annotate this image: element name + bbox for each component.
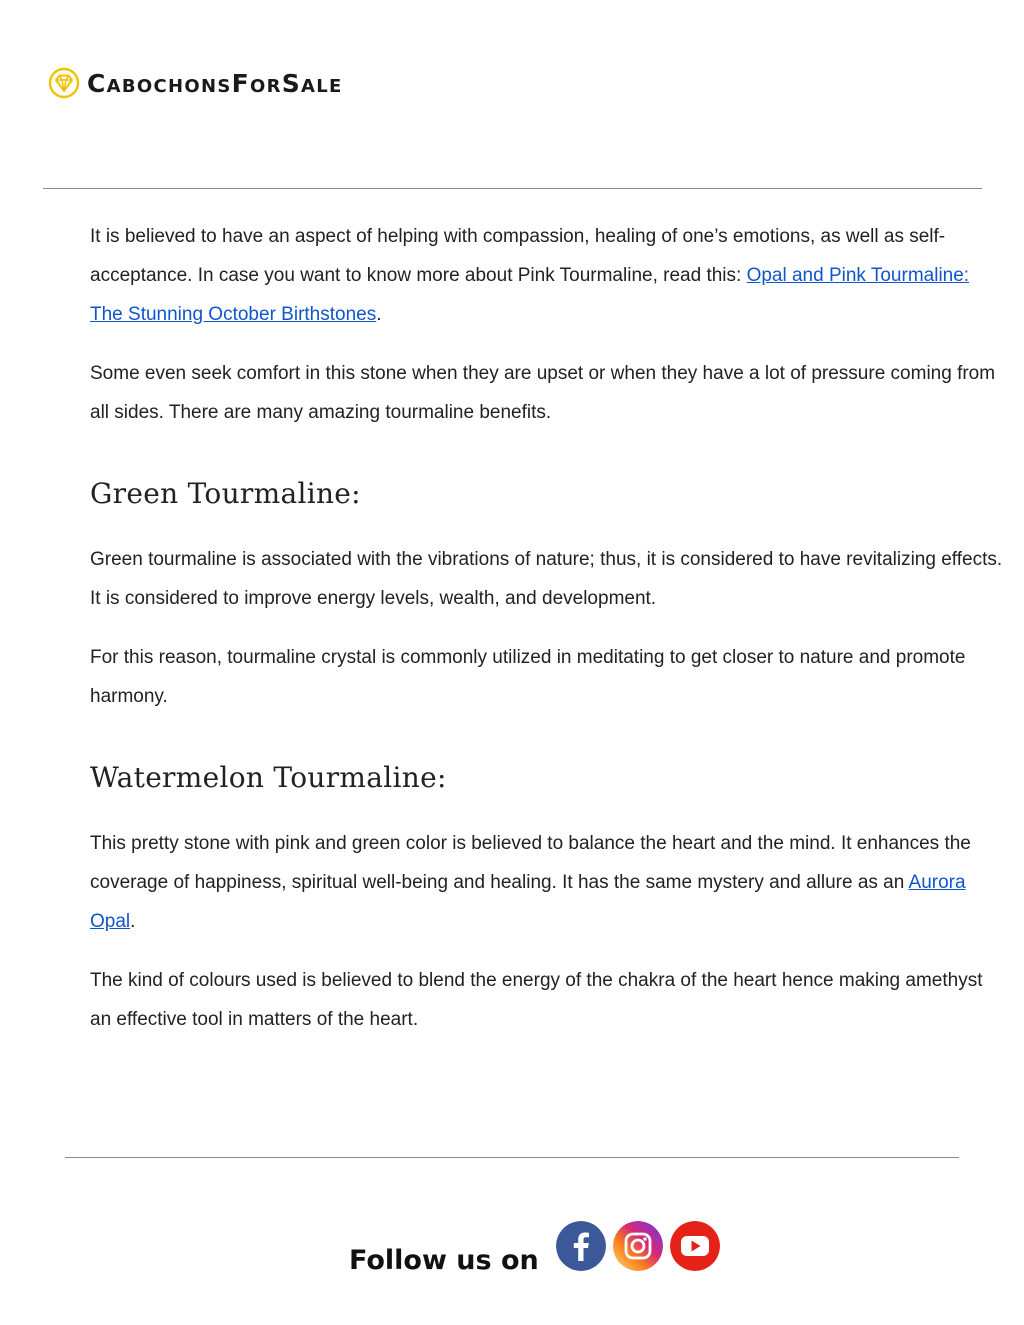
paragraph-green-1: Green tourmaline is associated with the vibrations of nature; thus, it is considered to have revitalizing effects. It is considered to improve energy levels, wealth, and development.: [90, 549, 1003, 609]
paragraph-comfort: Some even seek comfort in this stone when they are upset or when they have a lot of pressure coming from all sides. There are many amazing tourmaline benefits.: [90, 363, 996, 423]
paragraph-watermelon-2: The kind of colours used is believed to blend the energy of the chakra of the heart hence making amethyst an effective tool in matters of the heart.: [90, 970, 983, 1030]
instagram-icon[interactable]: [613, 1221, 663, 1271]
article-body: [90, 217, 1005, 1059]
logo-text: CabochonsForSale: [87, 68, 343, 98]
diamond-icon: [48, 67, 80, 99]
follow-us: [349, 1215, 727, 1276]
paragraph-pink-tourmaline: It is believed to have an aspect of helping with compassion, healing of one’s emotions, as well as self-acceptance. In case you want to know more about Pink Tourmaline, read this: Opal and Pink Tourmaline: The Stunning October Birthstones.: [90, 226, 970, 325]
aurora-opal-link[interactable]: Aurora Opal: [90, 872, 966, 932]
paragraph-watermelon-1: This pretty stone with pink and green color is believed to balance the heart and the mind. It enhances the coverage of happiness, spiritual well-being and healing. It has the same mystery and allure as an Aurora Opal.: [90, 833, 971, 932]
follow-us-label: Follow us on: [349, 1245, 539, 1276]
facebook-icon[interactable]: [556, 1221, 606, 1271]
header-divider: [43, 188, 982, 189]
youtube-icon[interactable]: [670, 1221, 720, 1271]
opal-pink-tourmaline-link[interactable]: Opal and Pink Tourmaline: The Stunning October Birthstones: [90, 265, 970, 325]
paragraph-green-2: For this reason, tourmaline crystal is commonly utilized in meditating to get closer to nature and promote harmony.: [90, 647, 966, 707]
logo[interactable]: [48, 66, 343, 100]
heading-green-tourmaline: Green Tourmaline:: [90, 477, 361, 510]
heading-watermelon-tourmaline: Watermelon Tourmaline:: [90, 761, 447, 794]
footer-divider: [65, 1157, 959, 1158]
